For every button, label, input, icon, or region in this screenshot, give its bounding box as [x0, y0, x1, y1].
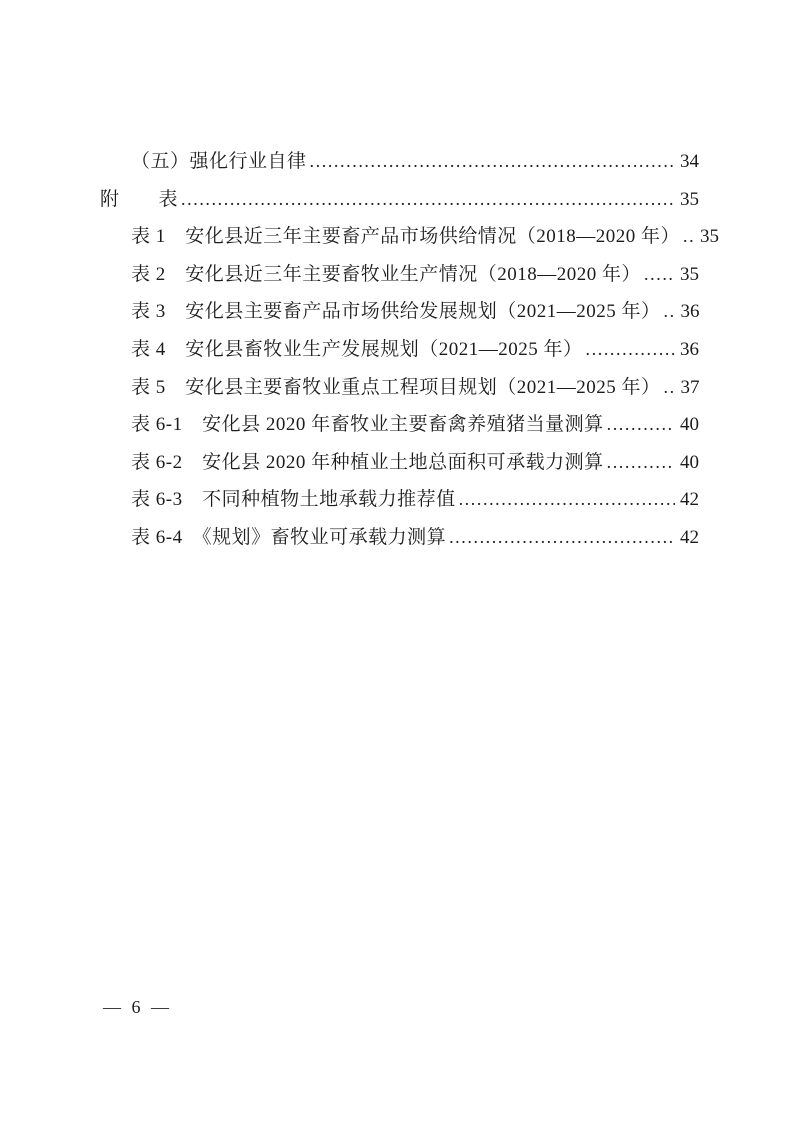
page-number-footer: — 6 —	[103, 997, 170, 1017]
toc-entry[interactable]	[100, 369, 699, 407]
toc-dot-leader	[664, 369, 676, 407]
toc-entry[interactable]	[100, 256, 699, 294]
toc-dot-leader	[664, 293, 676, 331]
toc-dot-leader	[459, 481, 675, 519]
toc-page-number: 37	[680, 376, 700, 398]
toc-entry[interactable]	[100, 181, 699, 219]
toc-dot-leader	[683, 218, 695, 256]
toc-entry-label: 表 1 安化县近三年主要畜产品市场供给情况（2018—2020 年）	[131, 226, 681, 248]
toc-page-number: 35	[700, 226, 720, 248]
toc-dot-leader	[449, 519, 675, 557]
toc-page-number: 42	[680, 489, 699, 511]
toc-page-number: 42	[680, 526, 699, 548]
toc-page-number: 40	[680, 451, 699, 473]
toc-entry-label: 附 表	[100, 188, 179, 210]
toc-dot-leader	[607, 406, 675, 444]
toc-page-number: 36	[680, 338, 699, 360]
toc-page-number: 40	[680, 414, 699, 436]
toc-entry[interactable]	[100, 218, 720, 256]
toc-page-number: 34	[680, 151, 699, 172]
toc-entry[interactable]	[100, 331, 699, 369]
toc-dot-leader	[586, 331, 675, 369]
toc-entry-label: 表 5 安化县主要畜牧业重点工程项目规划（2021—2025 年）	[131, 376, 661, 398]
table-of-contents	[100, 143, 720, 557]
toc-page-number: 36	[680, 301, 700, 323]
toc-entry-label: 表 6-3 不同种植物土地承载力推荐值	[131, 489, 456, 511]
toc-dot-leader	[607, 444, 675, 482]
toc-entry[interactable]	[100, 293, 699, 331]
toc-entry-label: 表 6-1 安化县 2020 年畜牧业主要畜禽养殖猪当量测算	[131, 414, 604, 436]
toc-entry[interactable]	[100, 143, 699, 181]
toc-dot-leader	[644, 256, 675, 294]
toc-entry-label: 表 2 安化县近三年主要畜牧业生产情况（2018—2020 年）	[131, 263, 642, 285]
toc-page-number: 35	[680, 188, 699, 210]
toc-entry[interactable]	[100, 406, 699, 444]
toc-entry-label: （五）强化行业自律	[131, 151, 307, 172]
toc-entry-label: 表 6-4 《规划》畜牧业可承载力测算	[131, 526, 447, 548]
toc-entry-label: 表 3 安化县主要畜产品市场供给发展规划（2021—2025 年）	[131, 301, 661, 323]
toc-entry[interactable]	[100, 444, 699, 482]
toc-dot-leader	[181, 181, 675, 219]
toc-entry-label: 表 6-2 安化县 2020 年种植业土地总面积可承载力测算	[131, 451, 604, 473]
toc-page-number: 35	[680, 263, 699, 285]
toc-entry[interactable]	[100, 519, 699, 557]
toc-entry-label: 表 4 安化县畜牧业生产发展规划（2021—2025 年）	[131, 338, 583, 360]
toc-dot-leader	[310, 143, 675, 181]
toc-entry[interactable]	[100, 481, 699, 519]
